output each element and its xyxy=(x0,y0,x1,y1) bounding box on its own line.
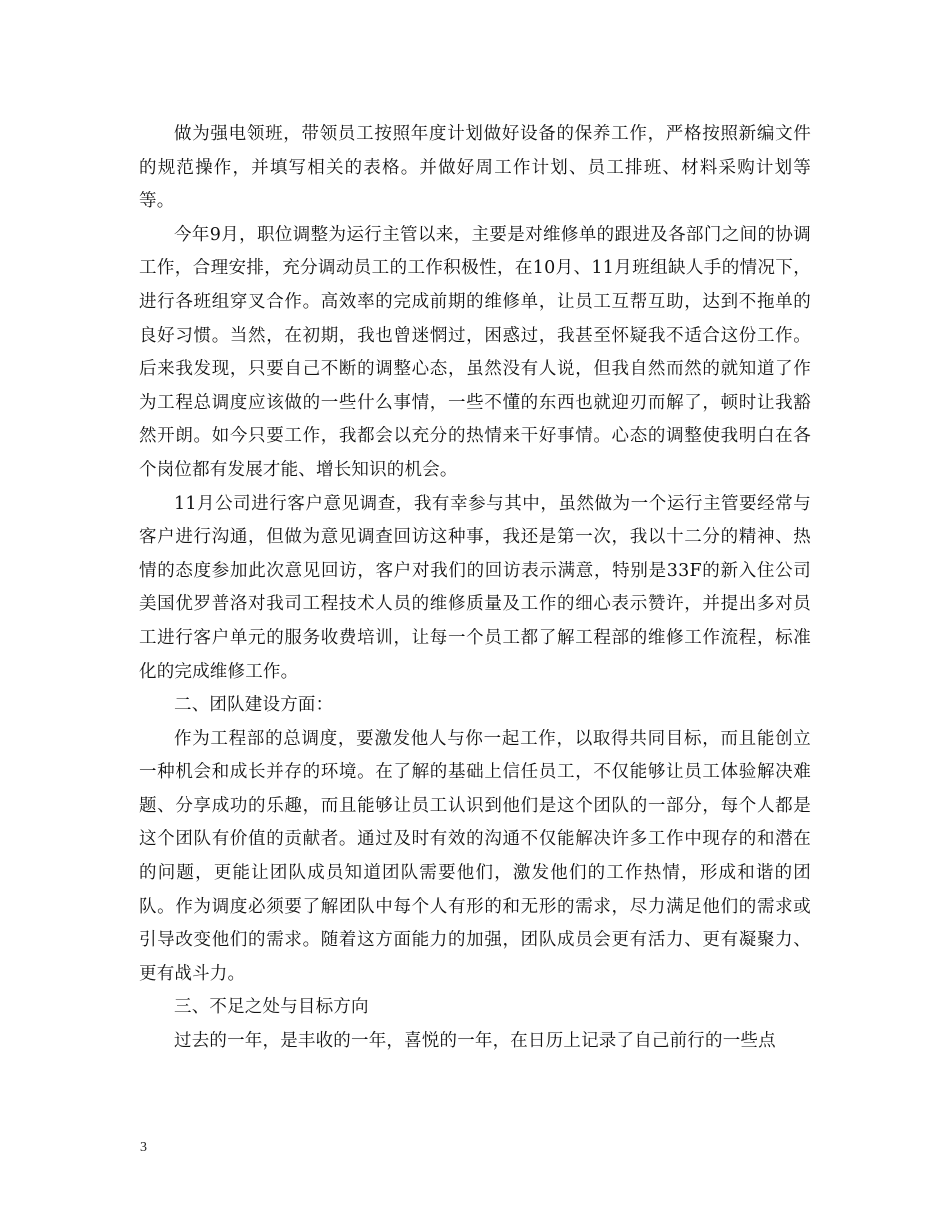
section-heading-shortcomings: 三、不足之处与目标方向 xyxy=(174,997,369,1018)
paragraph-team-building: 作为工程部的总调度，要激发他人与你一起工作，以取得共同目标，而且能创立一种机会和成长并存的环境。在了解的基础上信任员工，不仅能够让员工体验解决难题、分享成功的乐趣，而且能够让员工认识到他们是这个团队的一部分，每个人都是这个团队有价值的贡献者。通过及时有效的沟通不仅能解决许多工作中现存的和潜在的问题，更能让团队成员知道团队需要他们，激发他们的工作热情，形成和谐的团队。作为调度必须要了解团队中每个人有形的和无形的需求，尽力满足他们的需求或引导改变他们的需求。随着这方面能力的加强，团队成员会更有活力、更有凝聚力、更有战斗力。 xyxy=(139,728,811,984)
page-number: 3 xyxy=(140,1140,147,1155)
document-body xyxy=(139,118,811,1059)
paragraph-maintenance-duties: 做为强电领班，带领员工按照年度计划做好设备的保养工作，严格按照新编文件的规范操作，并填写相关的表格。并做好周工作计划、员工排班、材料采购计划等等。 xyxy=(139,124,811,212)
paragraph-position-adjustment: 今年9月，职位调整为运行主管以来，主要是对维修单的跟进及各部门之间的协调工作，合理安排，充分调动员工的工作积极性，在10月、11月班组缺人手的情况下，进行各班组穿叉合作。高效率的完成前期的维修单，让员工互帮互助，达到不拖单的良好习惯。当然，在初期，我也曾迷惘过，困惑过，我甚至怀疑我不适合这份工作。后来我发现，只要自己不断的调整心态，虽然没有人说，但我自然而然的就知道了作为工程总调度应该做的一些什么事情，一些不懂的东西也就迎刃而解了，顿时让我豁然开朗。如今只要工作，我都会以充分的热情来干好事情。心态的调整使我明白在各个岗位都有发展才能、增长知识的机会。 xyxy=(139,224,811,480)
section-heading-team-building: 二、团队建设方面： xyxy=(174,695,334,716)
paragraph-past-year: 过去的一年，是丰收的一年，喜悦的一年，在日历上记录了自己前行的一些点 xyxy=(174,1031,776,1052)
paragraph-customer-survey: 11月公司进行客户意见调查，我有幸参与其中，虽然做为一个运行主管要经常与客户进行沟通，但做为意见调查回访这种事，我还是第一次，我以十二分的精神、热情的态度参加此次意见回访，客户对我们的回访表示满意，特别是33F的新入住公司美国优罗普洛对我司工程技术人员的维修质量及工作的细心表示赞许，并提出多对员工进行客户单元的服务收费培训，让每一个员工都了解工程部的维修工作流程，标准化的完成维修工作。 xyxy=(139,493,811,682)
